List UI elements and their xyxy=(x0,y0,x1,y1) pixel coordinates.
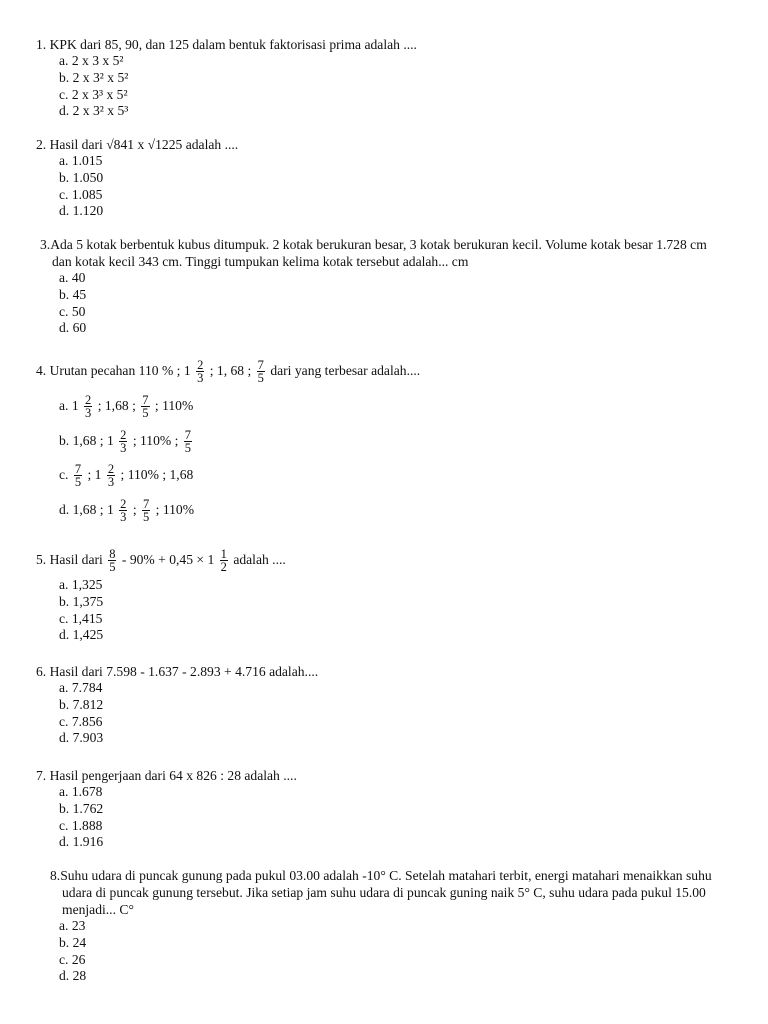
denominator: 3 xyxy=(120,509,127,524)
question-2 xyxy=(36,136,736,220)
numerator: 7 xyxy=(257,358,264,373)
denominator: 3 xyxy=(107,475,115,490)
denominator: 5 xyxy=(142,406,149,421)
question-3-option-b: b. 45 xyxy=(59,286,87,302)
fraction xyxy=(119,498,127,523)
question-8-stem: 8.Suhu udara di puncak gunung pada pukul 03.00 adalah -10° C. Setelah matahari terbit, energi matahari menaikkan suhu udara di puncak gunung tersebut. Jika setiap jam suhu udara di puncak guning naik 5° C, suhu udara pada pukul 15.00 menjadi... C° xyxy=(50,868,712,917)
denominator: 3 xyxy=(85,406,92,421)
numerator: 2 xyxy=(85,393,92,408)
numerator: 7 xyxy=(143,496,150,511)
numerator: 2 xyxy=(120,496,127,511)
question-6-option-b: b. 7.812 xyxy=(59,696,104,712)
denominator: 2 xyxy=(220,560,227,575)
numerator: 7 xyxy=(184,427,192,442)
numerator: 2 xyxy=(120,427,127,442)
numerator: 7 xyxy=(74,462,82,477)
question-5-option-d: d. 1,425 xyxy=(59,627,104,643)
question-7 xyxy=(36,767,736,851)
question-2-option-a: a. 1.015 xyxy=(59,153,103,168)
fraction xyxy=(184,429,192,454)
question-3-option-d: d. 60 xyxy=(59,320,87,336)
question-2-stem: 2. Hasil dari √841 x √1225 adalah .... xyxy=(36,137,239,152)
numerator: 8 xyxy=(109,547,116,562)
question-1-option-a: a. 2 x 3 x 5² xyxy=(59,53,124,68)
question-8-option-b: b. 24 xyxy=(59,934,87,950)
question-8-option-a: a. 23 xyxy=(59,918,86,933)
question-4 xyxy=(36,354,736,527)
stem-text: 5. Hasil dari xyxy=(36,552,103,567)
question-4-stem xyxy=(36,354,420,388)
stem-text: 4. Urutan pecahan 110 % ; 1 xyxy=(36,363,191,378)
fraction xyxy=(107,463,115,488)
question-4-option-d xyxy=(59,493,736,528)
numerator: 2 xyxy=(197,358,204,373)
option-text: ; 110% ; xyxy=(132,432,179,448)
question-7-option-c: c. 1.888 xyxy=(59,817,103,833)
question-8-option-d: d. 28 xyxy=(59,968,87,984)
option-text: a. 1 xyxy=(59,398,79,413)
question-1-stem: 1. KPK dari 85, 90, dan 125 dalam bentuk faktorisasi prima adalah .... xyxy=(36,37,417,52)
option-text: d. 1,68 ; 1 xyxy=(59,501,114,517)
question-7-stem: 7. Hasil pengerjaan dari 64 x 826 : 28 adalah .... xyxy=(36,768,297,783)
option-text: ; 1,68 ; xyxy=(97,398,136,413)
numerator: 2 xyxy=(107,462,115,477)
question-1 xyxy=(36,36,736,120)
denominator: 3 xyxy=(197,371,204,386)
question-6-option-d: d. 7.903 xyxy=(59,730,104,746)
option-text: ; 110% ; 1,68 xyxy=(120,467,194,482)
fraction xyxy=(84,394,92,419)
option-text: ; 1 xyxy=(87,467,102,482)
fraction xyxy=(108,548,116,573)
fraction xyxy=(74,463,82,488)
denominator: 5 xyxy=(184,440,192,455)
option-text: ; 110% xyxy=(155,501,195,517)
option-text: c. xyxy=(59,467,69,482)
denominator: 5 xyxy=(257,371,264,386)
question-3 xyxy=(33,236,723,337)
stem-text: - 90% + 0,45 × 1 xyxy=(121,552,215,567)
question-7-option-b: b. 1.762 xyxy=(59,800,104,816)
fraction xyxy=(220,548,228,573)
question-1-option-b: b. 2 x 3² x 5² xyxy=(59,69,129,85)
question-3-option-a: a. 40 xyxy=(59,270,86,285)
question-2-option-b: b. 1.050 xyxy=(59,169,104,185)
denominator: 5 xyxy=(74,475,82,490)
question-4-option-c xyxy=(59,458,736,493)
question-3-option-c: c. 50 xyxy=(59,303,86,319)
question-3-stem: 3.Ada 5 kotak berbentuk kubus ditumpuk. 2 kotak berukuran besar, 3 kotak berukuran kecil. Volume kotak besar 1.728 cm dan kotak kecil 343 cm. Tinggi tumpukan kelima kotak tersebut adalah... cm xyxy=(40,237,707,269)
question-7-option-d: d. 1.916 xyxy=(59,834,104,850)
question-5 xyxy=(36,543,736,644)
question-5-option-c: c. 1,415 xyxy=(59,610,103,626)
question-6 xyxy=(36,663,736,747)
numerator: 1 xyxy=(220,547,227,562)
question-1-option-c: c. 2 x 3³ x 5² xyxy=(59,86,128,102)
question-5-option-a: a. 1,325 xyxy=(59,577,103,592)
stem-text: dari yang terbesar adalah.... xyxy=(270,363,421,378)
denominator: 5 xyxy=(143,509,150,524)
question-5-option-b: b. 1,375 xyxy=(59,593,104,609)
question-6-option-a: a. 7.784 xyxy=(59,680,103,695)
fraction xyxy=(119,429,127,454)
fraction xyxy=(142,498,150,523)
denominator: 5 xyxy=(109,560,116,575)
numerator: 7 xyxy=(142,393,149,408)
question-6-stem: 6. Hasil dari 7.598 - 1.637 - 2.893 + 4.716 adalah.... xyxy=(36,664,319,679)
question-7-option-a: a. 1.678 xyxy=(59,784,103,799)
question-1-option-d: d. 2 x 3² x 5³ xyxy=(59,103,129,119)
question-2-option-d: d. 1.120 xyxy=(59,203,104,219)
question-5-stem xyxy=(36,543,286,577)
stem-text: ; 1, 68 ; xyxy=(209,363,252,378)
question-4-option-a xyxy=(59,389,736,424)
option-text: b. 1,68 ; 1 xyxy=(59,432,114,448)
fraction xyxy=(141,394,149,419)
option-text: ; 110% xyxy=(154,398,194,413)
denominator: 3 xyxy=(120,440,127,455)
stem-text: adalah .... xyxy=(233,552,286,567)
question-8-option-c: c. 26 xyxy=(59,951,86,967)
question-2-option-c: c. 1.085 xyxy=(59,186,103,202)
fraction xyxy=(196,359,204,384)
fraction xyxy=(257,359,265,384)
question-6-option-c: c. 7.856 xyxy=(59,713,103,729)
question-8 xyxy=(43,867,733,985)
option-text: ; xyxy=(132,501,137,517)
question-4-option-b xyxy=(59,424,736,459)
